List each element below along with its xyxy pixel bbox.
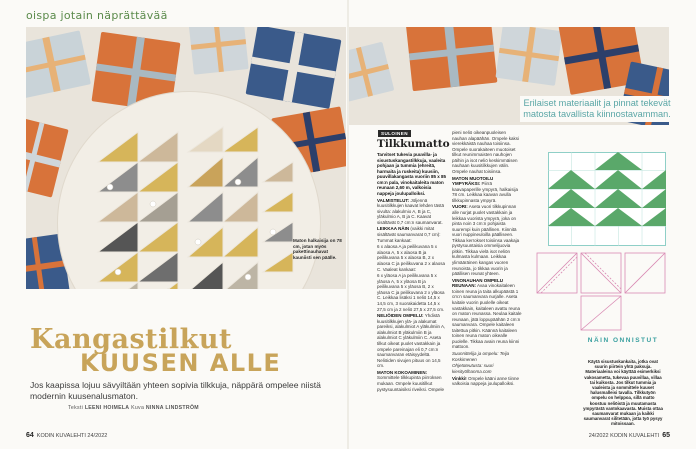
paragraph: pieni neliö oikeanpuoleisen nauhan alapäähän. Ompele kaksi vierekkäistä nauhaa toisiinsa. Ompele suorakaiteen muotoiset tilkut reunimmaisten nauhojen päihin ja isot neliö keskimmäisen nauhaan kuusitilkkujen välin. Ompele nauhat toisiinsa.	[452, 130, 520, 174]
article-column-2	[452, 130, 522, 388]
byline	[68, 405, 199, 411]
gift-box	[26, 30, 91, 98]
tips-title: NÄIN ONNISTUT	[587, 337, 659, 344]
byline-photographer: NINNA LINDSTRÖM	[145, 405, 199, 411]
paragraph: 6 x alaosa A ja peilikuvana 5 x alaosa A, 5 x alaosa B ja peilikuvana 5 x alaosa B, 2 x alaosa C ja peilikuvana 2 x alaosa C. Vaaleat kankaat:	[377, 244, 446, 272]
credit: Suunnittelija ja ompelu: Teija Koskimenen	[452, 351, 510, 362]
paragraph: VINONAUHAN OMPELU REUNAAN: Avaa vinokaitaleen toinen reuna ja taita alkupäästä 1 cm:n saumanvara nurjalle. Aseta kaitale vuorin puolelle oikeat vastakkain, kaitaleen avattu reuna on maton reunassa. Neulaa kaitale reunaan, jätä loppupäähän 2 cm:n saumanvara. Ompele kaitaleen taitettua pitkin. Käännä kaitaleen toinen reuna maton oikealle puolelle. Tikkaa avain reuna kiinni mattoon.	[452, 277, 522, 350]
pull-quote: Erilaiset materiaalit ja pinnat tekevät matosta tavallista kiinnostavamman.	[520, 96, 674, 122]
article-title: Tilkkumatto	[377, 138, 450, 150]
tips-text: Käytä sisustuskankaita, jotka ovat suurin piirtein yhtä paksuja. Materiaaleina voi käyttää esimerkiksi vakosametta, tukevaa puuvillaa, villaa tai kuikosta. Jos tilkut tummia ja vaaleista ja sommittele kuuset halusmalleisi tavalla. Tilkkutyön ompelu on helppoa, sillä matto koostuu neliöistä ja muutamasta ympyrästä vantokaavasta. Muista ottaa saumanvarat mukaan ja kaikki saumanvarat silitetään, jotta työ pysyy mitoissaan.	[583, 359, 663, 427]
tree-pattern-graphic	[58, 92, 320, 289]
folio-left	[26, 432, 107, 439]
section-badge: SULOINEN	[378, 130, 411, 137]
credit: Ohjetoteutusta: suuri kiesityölhanma.com	[452, 363, 494, 374]
byline-text-label: Teksti	[68, 405, 84, 411]
article-intro: Tarvitset tukevia puuvilla- ja sisustuskangastilkkuja, vaaleita pohjaan ja tummia (ehreitä, harmaita ja ruskeita) kuusiin, puuvillakangasta vuoriin 85 x 85 cm:n pala, vinokaitaleita maton reunaan 2,60 m, valkoisia nappeja joulupalloiksi.	[377, 152, 447, 196]
folio-text-right: 24/2022 KODIN KUVALEHTI	[588, 433, 660, 439]
gift-box	[406, 27, 498, 91]
template-pieces	[536, 252, 666, 332]
paragraph: 6 x yläosa A ja peilikuvana 5 x yläosa A, 5 x yläosa B ja peilikuvana 5 x yläosa B, 2 x yläosa C ja peilikuvana 2 x yläosa C. Leikkaa lisäksi 1 neliö 14,5 x 14,5 cm, 3 suorakaidetta 14,5 x 27,5 cm ja 2 neliö 27,5 x 27,5 cm.	[377, 273, 445, 312]
lead-paragraph: Jos kaapissa lojuu sävyiltään yhteen sopivia tilkkuja, näppärä ompelee niistä modernin kuusenalusmaton.	[30, 380, 321, 401]
article-column-1	[377, 152, 447, 393]
paragraph: MATON MUOTOILU YMPYRÄKSI: Piirrä kaavapaperille ympyrä, halkaisija 78 cm. Leikkaa kaavan avulla tilkkupinnasta ympyrä.	[452, 175, 519, 203]
folio-right	[589, 432, 670, 439]
byline-author: LEENI HOIMELA	[84, 405, 130, 411]
paragraph: NELIÖIDEN OMPELU: Yhdistä kuusitilkkujen ylä- ja alakumat pareiksi, alakulmiot A yläkulmiin A, alakulmiot B yläkulmiin B ja alakulmiot C yläkulmiin C. Aseta tilkut oikeat puolet vastakkain ja ompele pareinajan eli 0,7 cm:n saumanvaran etäisyydeltä. Neliöiden sivujen pituus on 14,5 cm.	[377, 313, 446, 369]
paragraph: MATON KOKOAMINEN: Sommittele tilkkupinta piirroksen mukaan. Ompele kuusitilkut pystysuuntaisiksi riveiksi. Ompele	[377, 369, 445, 392]
paragraph: VUORI: Aseta vuori tilkkupinnan alle nurjat puolet vastakkain ja leikkaa vuorista ympyrä, joka on pinta noin 3 cm:n pohjaista suurempi kuin päällinen. Kiinnitä vuori nuppineuloilla päälliseen. Tikkaa kerrokset toisiinsa vaakaja pystysuuntaisia ommelijuovia pitkin. Tikkaa vielä isot neliön kulmasta kulmaan. Leikkaa ylimääräinen kangas vuoren reunoista, jo tikkaa vuorin ja päällisen reunat yhteen.	[452, 204, 520, 277]
paragraph: VALMISTELUT: Jöljennä kuusitilkkujen kaavat lehden tästä sivulta: alakulmio A, B ja C, yläkulmio A, B ja C. Kaavat sisältävät 0,7 cm:n saumanvarat.	[377, 197, 445, 225]
photo-caption: Maton halkaisija on 78 cm, jotan myös pakettinauhavat kauniisti sen päälle.	[293, 238, 342, 260]
gift-box	[495, 27, 562, 86]
folio-text-left: KODIN KUVALEHTI 24/2022	[36, 433, 108, 439]
section-kicker: oispa jotain näprättävää	[26, 9, 168, 22]
layout-diagram	[548, 152, 666, 246]
paragraph: LEIKKAA NÄIN (vaikki mitat sisältävät saumanvarat 0,7 cm): Tummat kankaat:	[377, 226, 441, 243]
headline-line1: Kangastilkut	[30, 324, 232, 355]
gift-box	[349, 42, 394, 103]
headline-line2: KUUSEN ALLE	[80, 349, 282, 377]
byline-photo-label: Kuva	[131, 405, 145, 411]
patchwork-mat	[58, 92, 320, 289]
page-number-right: 65	[662, 432, 670, 439]
gift-box	[188, 27, 248, 75]
paragraph: Vinkki! Ompele kääni anne tiinne valkoisia nappeja joulupalloiksi.	[452, 375, 519, 387]
page-number-left: 64	[26, 432, 34, 439]
